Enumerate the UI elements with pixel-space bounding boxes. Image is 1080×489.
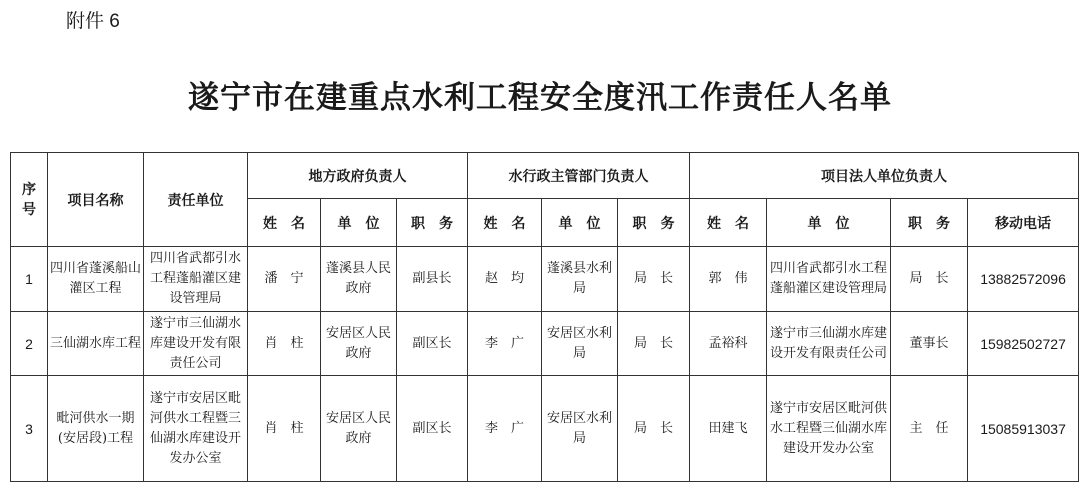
table-row	[11, 312, 1079, 376]
row-water-position: 局 长	[618, 376, 690, 482]
header-water-name: 姓 名	[468, 199, 542, 247]
row-legal-phone: 15982502727	[968, 312, 1079, 376]
row-legal-name: 郭 伟	[690, 247, 767, 312]
row-legal-position: 局 长	[891, 247, 968, 312]
header-gov-unit: 单 位	[321, 199, 397, 247]
row-water-unit: 安居区水利局	[542, 376, 618, 482]
row-project-name: 毗河供水一期(安居段)工程	[48, 376, 144, 482]
header-water-position: 职 务	[618, 199, 690, 247]
row-gov-name: 肖 柱	[248, 376, 321, 482]
row-legal-position: 主 任	[891, 376, 968, 482]
row-legal-unit: 遂宁市安居区毗河供水工程暨三仙湖水库建设开发办公室	[767, 376, 891, 482]
header-water-admin: 水行政主管部门负责人	[468, 153, 690, 199]
row-seq: 2	[11, 312, 48, 376]
row-water-unit: 安居区水利局	[542, 312, 618, 376]
header-seq: 序 号	[11, 153, 48, 247]
row-legal-position: 董事长	[891, 312, 968, 376]
header-gov-position: 职 务	[397, 199, 468, 247]
table-row	[11, 376, 1079, 482]
row-seq: 3	[11, 376, 48, 482]
row-legal-phone: 15085913037	[968, 376, 1079, 482]
table-row	[11, 247, 1079, 312]
row-water-name: 李 广	[468, 376, 542, 482]
row-water-position: 局 长	[618, 312, 690, 376]
row-gov-position: 副县长	[397, 247, 468, 312]
header-project-name: 项目名称	[48, 153, 144, 247]
header-row-group	[11, 153, 1079, 199]
row-water-unit: 蓬溪县水利局	[542, 247, 618, 312]
header-legal-mobile: 移动电话	[968, 199, 1079, 247]
row-gov-position: 副区长	[397, 376, 468, 482]
row-gov-name: 潘 宁	[248, 247, 321, 312]
row-gov-name: 肖 柱	[248, 312, 321, 376]
row-responsible-unit: 遂宁市三仙湖水库建设开发有限责任公司	[144, 312, 248, 376]
row-water-name: 李 广	[468, 312, 542, 376]
row-legal-name: 孟裕科	[690, 312, 767, 376]
row-water-position: 局 长	[618, 247, 690, 312]
row-gov-unit: 安居区人民政府	[321, 312, 397, 376]
row-gov-unit: 安居区人民政府	[321, 376, 397, 482]
header-legal-position: 职 务	[891, 199, 968, 247]
row-gov-position: 副区长	[397, 312, 468, 376]
header-project-legal: 项目法人单位负责人	[690, 153, 1079, 199]
row-responsible-unit: 遂宁市安居区毗河供水工程暨三仙湖水库建设开发办公室	[144, 376, 248, 482]
row-responsible-unit: 四川省武都引水工程蓬船灌区建设管理局	[144, 247, 248, 312]
row-legal-unit: 遂宁市三仙湖水库建设开发有限责任公司	[767, 312, 891, 376]
header-water-unit: 单 位	[542, 199, 618, 247]
header-responsible-unit: 责任单位	[144, 153, 248, 247]
header-local-gov: 地方政府负责人	[248, 153, 468, 199]
responsibility-table	[10, 152, 1079, 482]
attachment-label: 附件 6	[66, 11, 120, 32]
row-seq: 1	[11, 247, 48, 312]
document-title: 遂宁市在建重点水利工程安全度汛工作责任人名单	[188, 80, 892, 116]
header-gov-name: 姓 名	[248, 199, 321, 247]
row-water-name: 赵 均	[468, 247, 542, 312]
row-legal-name: 田建飞	[690, 376, 767, 482]
row-legal-phone: 13882572096	[968, 247, 1079, 312]
row-legal-unit: 四川省武都引水工程蓬船灌区建设管理局	[767, 247, 891, 312]
row-project-name: 四川省蓬溪船山灌区工程	[48, 247, 144, 312]
row-gov-unit: 蓬溪县人民政府	[321, 247, 397, 312]
row-project-name: 三仙湖水库工程	[48, 312, 144, 376]
header-legal-unit: 单 位	[767, 199, 891, 247]
header-legal-name: 姓 名	[690, 199, 767, 247]
